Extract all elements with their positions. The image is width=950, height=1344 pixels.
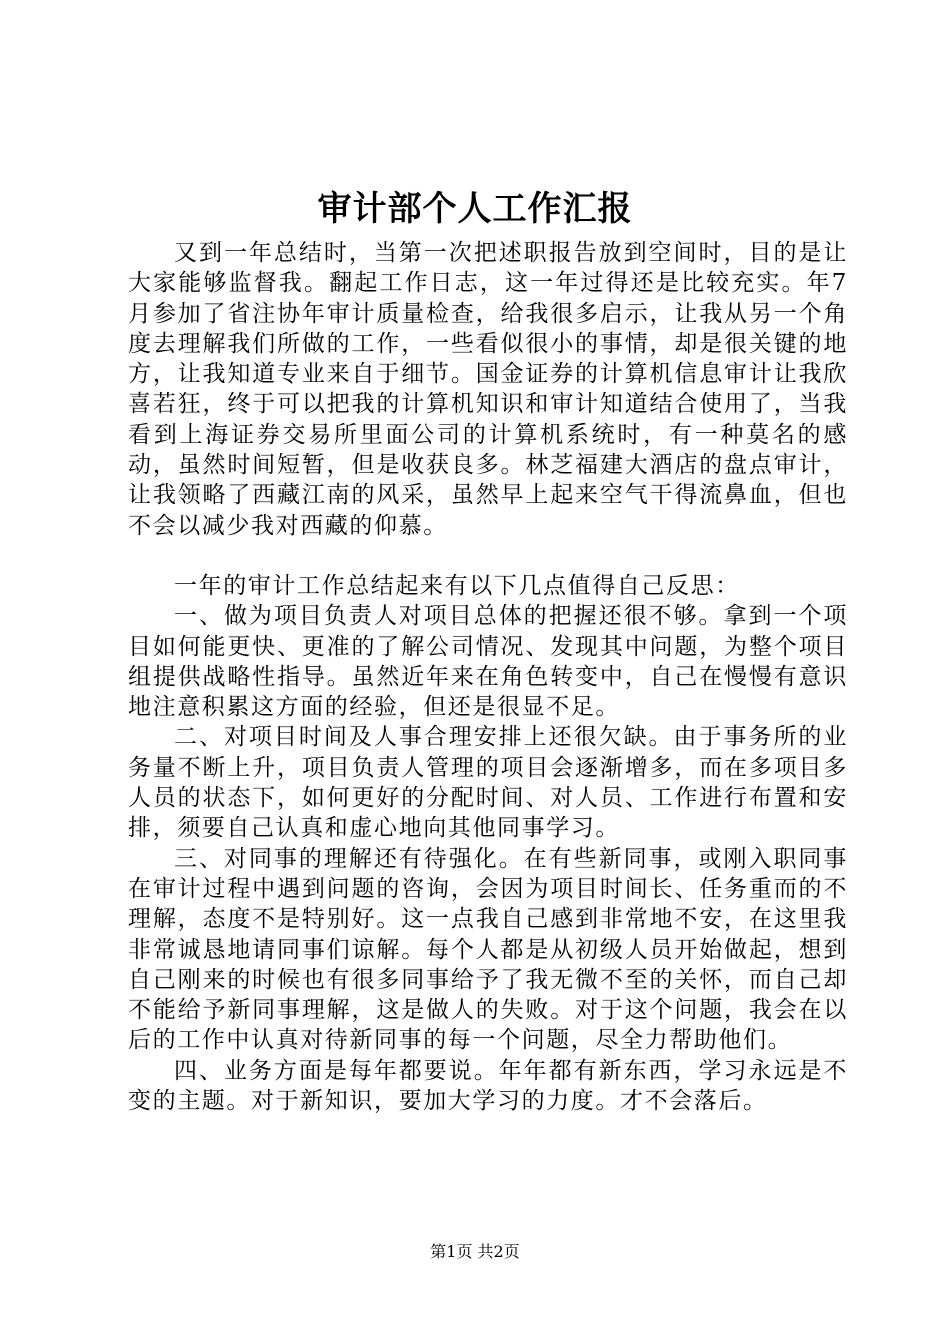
paragraph-point-4: 四、业务方面是每年都要说。年年都有新东西，学习永远是不变的主题。对于新知识，要加大学习的力度。才不会落后。 [128,1057,848,1115]
paragraph-point-2: 二、对项目时间及人事合理安排上还很欠缺。由于事务所的业务量不断上升，项目负责人管理的项目会逐渐增多，而在多项目多人员的状态下，如何更好的分配时间、对人员、工作进行布置和安排，须要自己认真和虚心地向其他同事学习。 [128,724,848,842]
document-body [128,238,848,1116]
page-number-footer: 第1页 共2页 [430,1242,520,1261]
paragraph-point-3: 三、对同事的理解还有待强化。在有些新同事，或刚入职同事在审计过程中遇到问题的咨询，会因为项目时间长、任务重而的不理解，态度不是特别好。这一点我自己感到非常地不安，在这里我非常诚恳地请同事们谅解。每个人都是从初级人员开始做起，想到自己刚来的时候也有很多同事给予了我无微不至的关怀，而自己却不能给予新同事理解，这是做人的失败。对于这个问题，我会在以后的工作中认真对待新同事的每一个问题，尽全力帮助他们。 [128,845,848,1054]
paragraph-point-1: 一、做为项目负责人对项目总体的把握还很不够。拿到一个项目如何能更快、更准的了解公司情况、发现其中问题，为整个项目组提供战略性指导。虽然近年来在角色转变中，自己在慢慢有意识地注意积累这方面的经验，但还是很显不足。 [128,603,848,721]
paragraph-spacer [128,541,848,571]
document-title: 审计部个人工作汇报 [317,189,633,229]
paragraph-reflection-lead: 一年的审计工作总结起来有以下几点值得自己反思： [174,572,740,599]
paragraph-intro: 又到一年总结时，当第一次把述职报告放到空间时，目的是让大家能够监督我。翻起工作日志，这一年过得还是比较充实。年7月参加了省注协年审计质量检查，给我很多启示，让我从另一个角度去理解我们所做的工作，一些看似很小的事情，却是很关键的地方，让我知道专业来自于细节。国金证券的计算机信息审计让我欣喜若狂，终于可以把我的计算机知识和审计知道结合使用了，当我看到上海证券交易所里面公司的计算机系统时，有一种莫名的感动，虽然时间短暂，但是收获良多。林芝福建大酒店的盘点审计，让我领略了西藏江南的风采，虽然早上起来空气干得流鼻血，但也不会以减少我对西藏的仰慕。 [128,240,848,539]
